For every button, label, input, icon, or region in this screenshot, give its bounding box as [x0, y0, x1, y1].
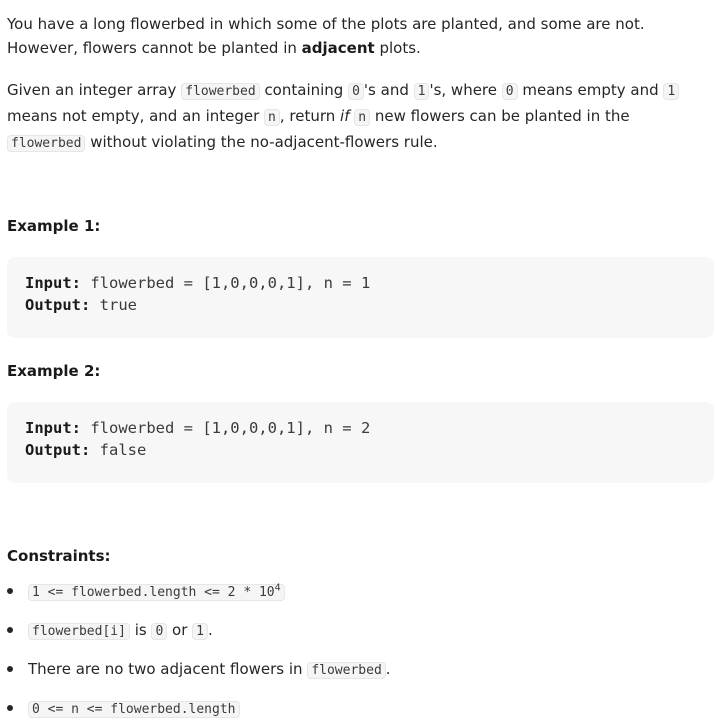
intro-text: 's and [363, 81, 414, 99]
inline-code-one: 1 [414, 83, 430, 100]
constraint-text: . [208, 621, 213, 639]
input-value: flowerbed = [1,0,0,0,1], n = 2 [81, 419, 371, 437]
intro-text: new flowers can be planted in the [370, 107, 630, 125]
list-item [7, 618, 705, 644]
inline-code-flowerbed: flowerbed [7, 135, 85, 152]
intro-text: without violating the no-adjacent-flowers rule. [85, 133, 438, 151]
constraint-length-text: 1 <= flowerbed.length <= 2 * 10 [32, 585, 275, 600]
bullet-icon [7, 666, 13, 672]
output-value: true [90, 296, 137, 314]
bullet-icon [7, 705, 13, 711]
intro-paragraph-2 [7, 78, 705, 156]
bullet-icon [7, 627, 13, 633]
bullet-icon [7, 588, 13, 594]
list-item [7, 696, 705, 722]
example-1-title: Example 1: [7, 217, 101, 235]
intro-text: plots. [374, 39, 421, 57]
inline-code-zero: 0 [348, 83, 364, 100]
intro-text: You have a long flowerbed in which some of the plots are planted, and some are not. However, flowers cannot be planted in [7, 15, 645, 57]
list-item [7, 657, 705, 683]
inline-code-n: n [354, 109, 370, 126]
intro-text: , return [279, 107, 341, 125]
constraint-text: is [129, 621, 152, 639]
example-2-title: Example 2: [7, 362, 101, 380]
constraint-text: There are no two adjacent flowers in [28, 660, 308, 678]
constraints-list [7, 579, 705, 722]
intro-paragraph-1 [7, 12, 705, 60]
constraint-n-code: 0 <= n <= flowerbed.length [28, 701, 240, 718]
example-1-code-block [7, 257, 714, 338]
constraints-title: Constraints: [7, 547, 111, 565]
constraint-text: or [167, 621, 193, 639]
intro-text: Given an integer array [7, 81, 182, 99]
output-value: false [90, 441, 147, 459]
intro-text: means empty and [517, 81, 664, 99]
inline-code-zero: 0 [151, 623, 167, 640]
input-label: Input: [25, 419, 81, 437]
inline-code-one: 1 [192, 623, 208, 640]
input-value: flowerbed = [1,0,0,0,1], n = 1 [81, 274, 371, 292]
if-emphasis: if [340, 107, 350, 125]
constraint-length-code [28, 584, 285, 601]
inline-code-one: 1 [663, 83, 679, 100]
output-label: Output: [25, 296, 91, 314]
input-label: Input: [25, 274, 81, 292]
example-2-code-block [7, 402, 714, 483]
constraint-text: . [385, 660, 391, 678]
inline-code-flowerbed-i: flowerbed[i] [28, 623, 130, 640]
inline-code-flowerbed: flowerbed [307, 662, 385, 679]
inline-code-zero: 0 [502, 83, 518, 100]
intro-text: means not empty, and an integer [7, 107, 265, 125]
inline-code-n: n [264, 109, 280, 126]
intro-text: containing [259, 81, 349, 99]
intro-text: 's, where [429, 81, 502, 99]
output-label: Output: [25, 441, 91, 459]
exponent: 4 [274, 582, 281, 594]
list-item [7, 579, 705, 605]
adjacent-emphasis: adjacent [301, 39, 375, 57]
inline-code-flowerbed: flowerbed [181, 83, 259, 100]
